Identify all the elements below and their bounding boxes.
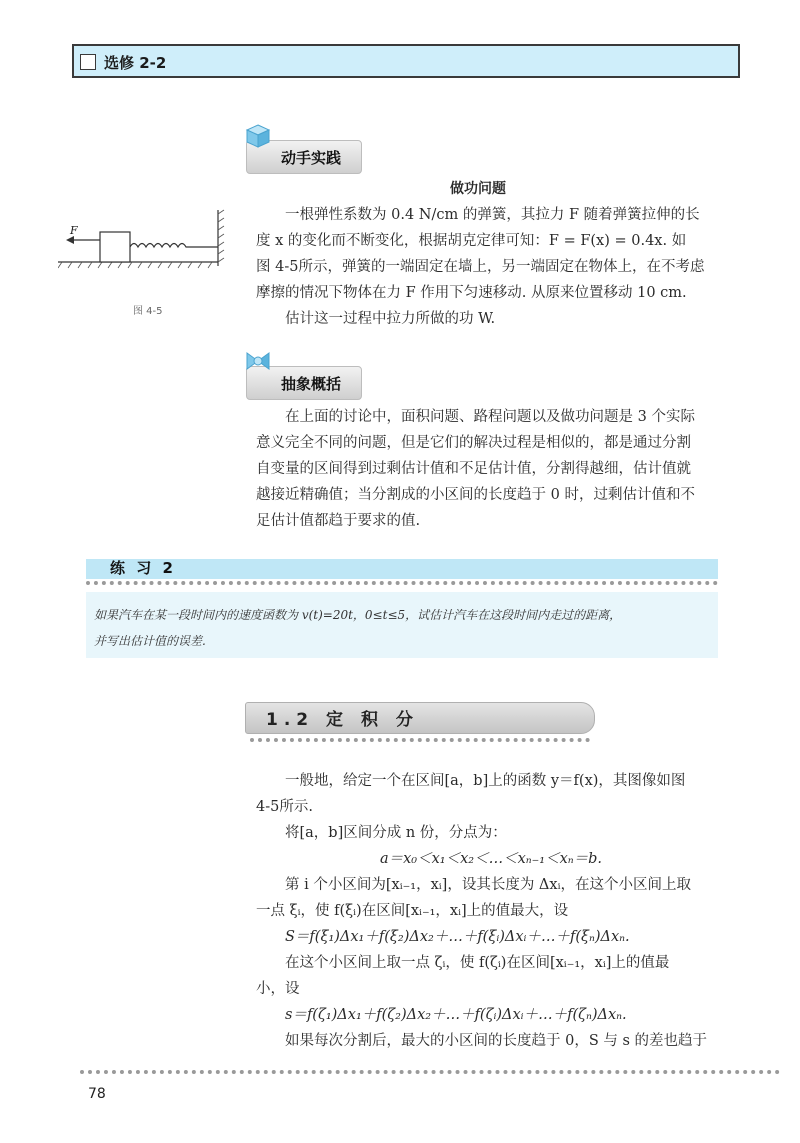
text-line: 图 4-5所示，弹簧的一端固定在墙上，另一端固定在物体上，在不考虑 bbox=[256, 259, 705, 275]
formula-line: s＝f(ζ₁)Δx₁＋f(ζ₂)Δx₂＋…＋f(ζᵢ)Δxᵢ＋…＋f(ζₙ)Δxₙ. bbox=[285, 1007, 627, 1023]
text-line: 意义完全不同的问题，但是它们的解决过程是相似的，都是通过分割 bbox=[256, 435, 691, 451]
text-line: 度 x 的变化而不断变化，根据胡克定律可知：F = F(x) = 0.4x. 如 bbox=[256, 233, 687, 249]
text-line: 如果每次分割后，最大的小区间的长度趋于 0，S 与 s 的差也趋于 bbox=[285, 1033, 708, 1049]
practice-badge-label: 动手实践 bbox=[281, 149, 342, 167]
dotted-divider bbox=[250, 738, 590, 742]
text-line: 越接近精确值；当分割成的小区间的长度趋于 0 时，过剩估计值和不 bbox=[256, 487, 695, 503]
text-line: 小，设 bbox=[256, 981, 300, 997]
text-line: 一般地，给定一个在区间[a，b]上的函数 y＝f(x)，其图像如图 bbox=[285, 773, 686, 789]
practice-paragraph bbox=[256, 202, 726, 332]
body-text bbox=[256, 768, 726, 1054]
practice-badge bbox=[246, 140, 362, 174]
abstract-paragraph bbox=[256, 404, 726, 534]
text-line: 4-5所示. bbox=[256, 799, 313, 815]
text-line: 在上面的讨论中，面积问题、路程问题以及做功问题是 3 个实际 bbox=[285, 409, 695, 425]
running-header bbox=[72, 44, 740, 78]
figure-caption: 图 4-5 bbox=[133, 306, 163, 317]
dotted-divider bbox=[86, 581, 718, 585]
text-line: 摩擦的情况下物体在力 F 作用下匀速移动. 从原来位置移动 10 cm. bbox=[256, 285, 687, 301]
header-title: 选修 2-2 bbox=[104, 54, 167, 72]
bow-icon bbox=[245, 349, 271, 375]
exercise-band bbox=[86, 559, 718, 579]
header-square-icon bbox=[80, 54, 96, 70]
force-label: F bbox=[70, 224, 78, 237]
text-line: 第 i 个小区间为[xᵢ₋₁，xᵢ]，设其长度为 Δxᵢ，在这个小区间上取 bbox=[285, 877, 691, 893]
spring-figure bbox=[58, 206, 238, 280]
footer-dotted-divider bbox=[80, 1070, 780, 1074]
text-line: 足估计值都趋于要求的值. bbox=[256, 513, 421, 529]
formula-line: S＝f(ξ₁)Δx₁＋f(ξ₂)Δx₂＋…＋f(ξᵢ)Δxᵢ＋…＋f(ξₙ)Δxₙ. bbox=[285, 929, 630, 945]
cube-icon bbox=[245, 123, 271, 149]
section-title: 1.2 定 积 分 bbox=[266, 710, 419, 730]
exercise-title: 练 习 2 bbox=[110, 559, 176, 577]
text-line: 如果汽车在某一段时间内的速度函数为 v(t)=20t，0≤t≤5，试估计汽车在这段时间内走过的距离， bbox=[94, 608, 622, 622]
text-line: 自变量的区间得到过剩估计值和不足估计值，分割得越细，估计值就 bbox=[256, 461, 691, 477]
text-line: 在这个小区间上取一点 ζᵢ，使 f(ζᵢ)在区间[xᵢ₋₁，xᵢ]上的值最 bbox=[285, 955, 670, 971]
exercise-text bbox=[94, 602, 714, 654]
practice-heading: 做功问题 bbox=[450, 181, 506, 197]
text-line: 将[a，b]区间分成 n 份，分点为： bbox=[285, 825, 507, 841]
text-line: 估计这一过程中拉力所做的功 W. bbox=[285, 311, 496, 327]
text-line: 一根弹性系数为 0.4 N/cm 的弹簧，其拉力 F 随着弹簧拉伸的长 bbox=[285, 207, 700, 223]
text-line: 并写出估计值的误差. bbox=[94, 634, 206, 648]
text-line: 一点 ξᵢ，使 f(ξᵢ)在区间[xᵢ₋₁，xᵢ]上的值最大，设 bbox=[256, 903, 569, 919]
abstract-badge bbox=[246, 366, 362, 400]
page-number: 78 bbox=[88, 1086, 106, 1102]
formula-line: a＝x₀＜x₁＜x₂＜…＜xₙ₋₁＜xₙ＝b. bbox=[379, 851, 603, 867]
abstract-badge-label: 抽象概括 bbox=[281, 375, 342, 393]
